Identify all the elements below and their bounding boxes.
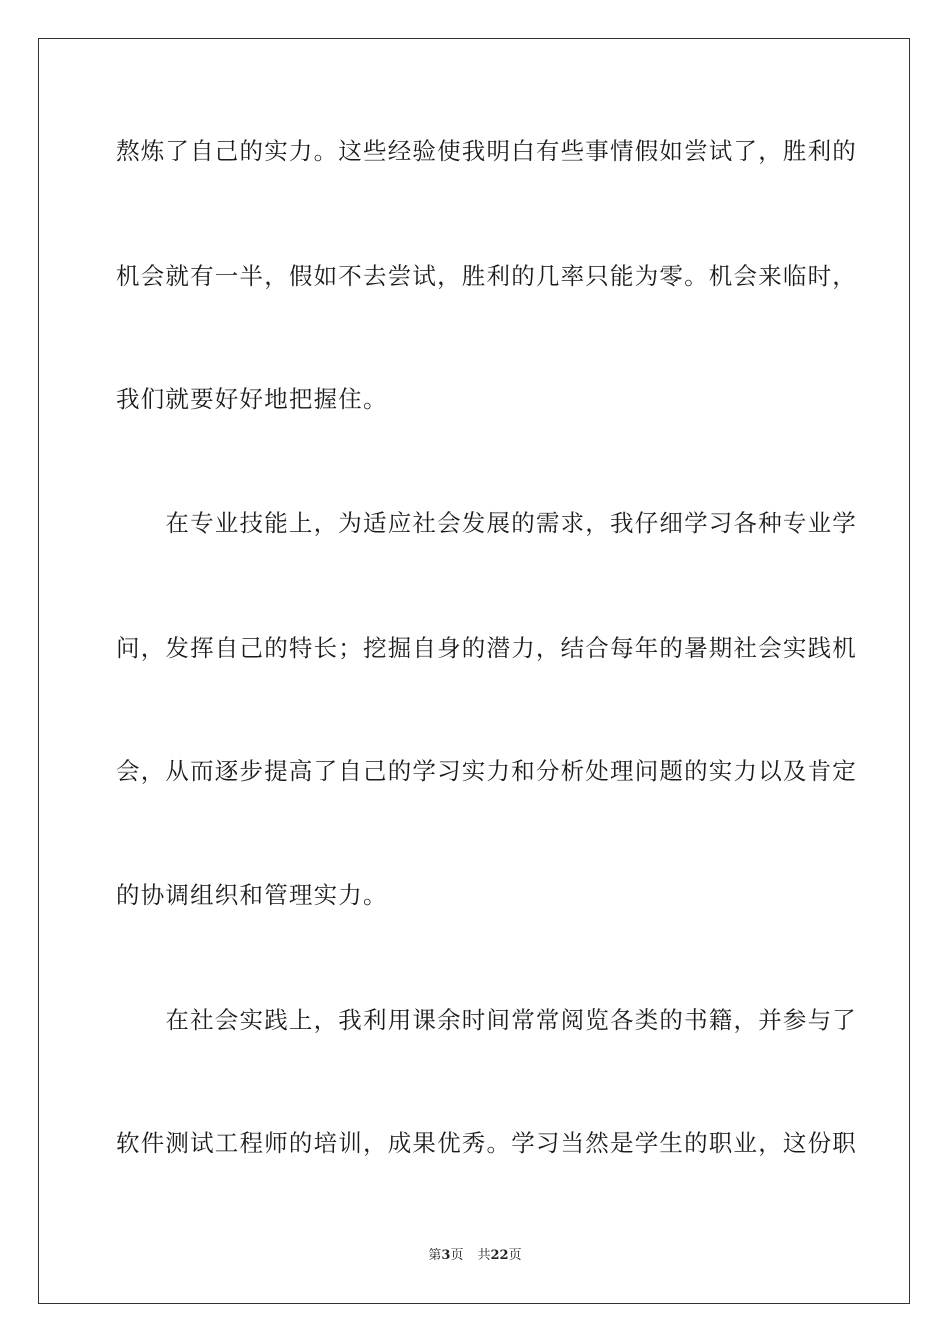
page-number: 3 <box>441 1248 451 1263</box>
text-line-4: 在专业技能上，为适应社会发展的需求，我仔细学习各种专业学 <box>116 509 857 537</box>
total-prefix: 共 <box>477 1248 491 1263</box>
page-footer <box>0 1247 950 1265</box>
text-line-5: 问，发挥自己的特长；挖掘自身的潜力，结合每年的暑期社会实践机 <box>116 634 857 662</box>
text-line-8: 在社会实践上，我利用课余时间常常阅览各类的书籍，并参与了 <box>116 1006 857 1034</box>
text-line-9: 软件测试工程师的培训，成果优秀。学习当然是学生的职业，这份职 <box>116 1129 857 1157</box>
page-prefix: 第 <box>428 1248 442 1263</box>
page-suffix: 页 <box>450 1248 464 1263</box>
text-line-7: 的协调组织和管理实力。 <box>116 881 388 909</box>
text-line-1: 熬炼了自己的实力。这些经验使我明白有些事情假如尝试了，胜利的 <box>116 137 857 165</box>
text-line-2: 机会就有一半，假如不去尝试，胜利的几率只能为零。机会来临时， <box>116 262 857 290</box>
text-line-6: 会，从而逐步提高了自己的学习实力和分析处理问题的实力以及肯定 <box>116 757 857 785</box>
text-line-3: 我们就要好好地把握住。 <box>116 385 388 413</box>
total-suffix: 页 <box>508 1248 522 1263</box>
total-pages: 22 <box>490 1248 509 1263</box>
page-border <box>38 38 910 1304</box>
